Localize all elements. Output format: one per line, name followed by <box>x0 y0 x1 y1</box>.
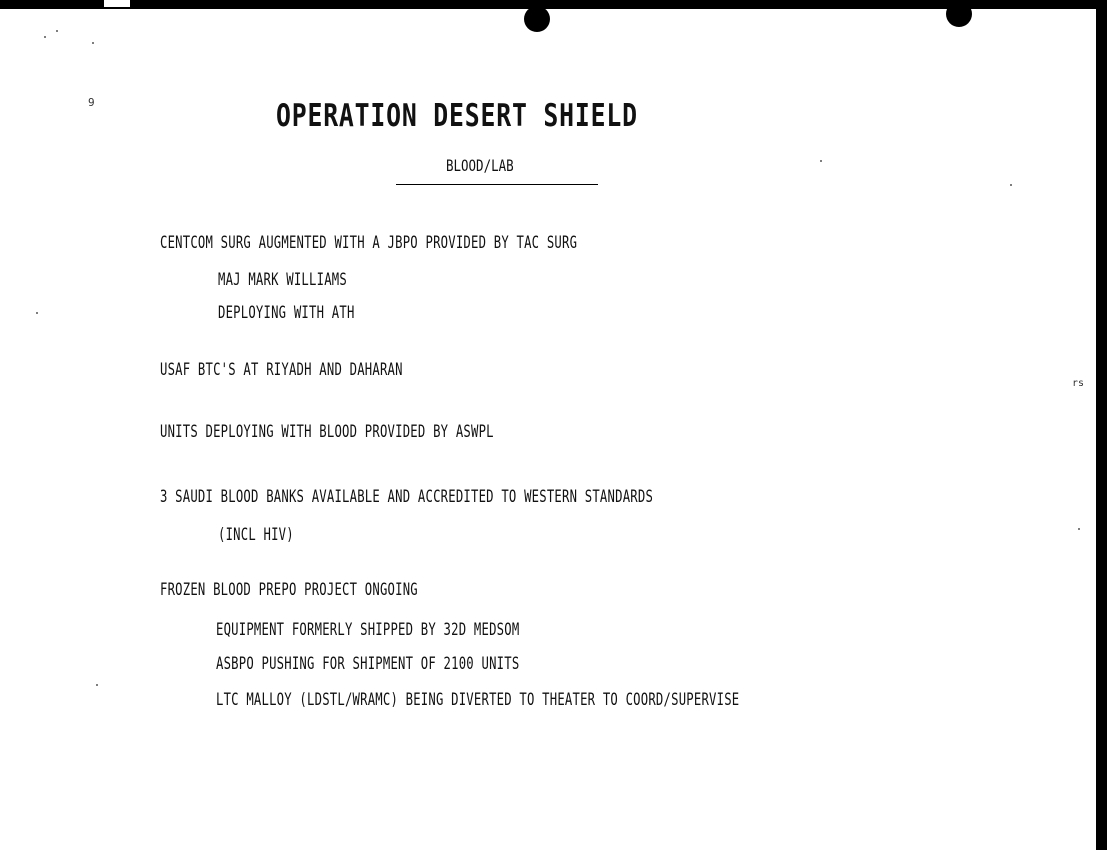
bullet-line: CENTCOM SURG AUGMENTED WITH A JBPO PROVIDED BY TAC SURG <box>160 233 578 253</box>
scan-speck <box>56 30 58 32</box>
scan-speck <box>1010 184 1012 186</box>
punch-hole <box>524 6 550 32</box>
document-subtitle: BLOOD/LAB <box>446 156 514 175</box>
scan-speck <box>1078 528 1080 530</box>
bullet-line: 3 SAUDI BLOOD BANKS AVAILABLE AND ACCREDITED TO WESTERN STANDARDS <box>160 487 654 507</box>
punch-hole <box>946 1 972 27</box>
sub-bullet-line: (INCL HIV) <box>218 525 294 545</box>
scan-speck <box>36 312 38 314</box>
scan-border-top <box>0 0 1107 9</box>
bullet-line: FROZEN BLOOD PREPO PROJECT ONGOING <box>160 580 418 600</box>
subtitle-underline <box>396 184 598 185</box>
margin-mark-right: rs <box>1072 378 1085 389</box>
scan-speck <box>96 684 98 686</box>
scan-speck <box>44 36 46 38</box>
scan-border-notch <box>104 0 130 7</box>
sub-bullet-line: MAJ MARK WILLIAMS <box>218 270 347 290</box>
scan-border-right <box>1096 0 1107 850</box>
sub-bullet-line: LTC MALLOY (LDSTL/WRAMC) BEING DIVERTED TO THEATER TO COORD/SUPERVISE <box>216 690 740 710</box>
scan-speck <box>92 42 94 44</box>
document-title: OPERATION DESERT SHIELD <box>276 98 638 134</box>
margin-mark-left: 9 <box>88 96 95 109</box>
scan-speck <box>820 160 822 162</box>
sub-bullet-line: EQUIPMENT FORMERLY SHIPPED BY 32D MEDSOM <box>216 620 520 640</box>
bullet-line: USAF BTC'S AT RIYADH AND DAHARAN <box>160 360 403 380</box>
sub-bullet-line: DEPLOYING WITH ATH <box>218 303 355 323</box>
sub-bullet-line: ASBPO PUSHING FOR SHIPMENT OF 2100 UNITS <box>216 654 520 674</box>
bullet-line: UNITS DEPLOYING WITH BLOOD PROVIDED BY ASWPL <box>160 422 494 442</box>
